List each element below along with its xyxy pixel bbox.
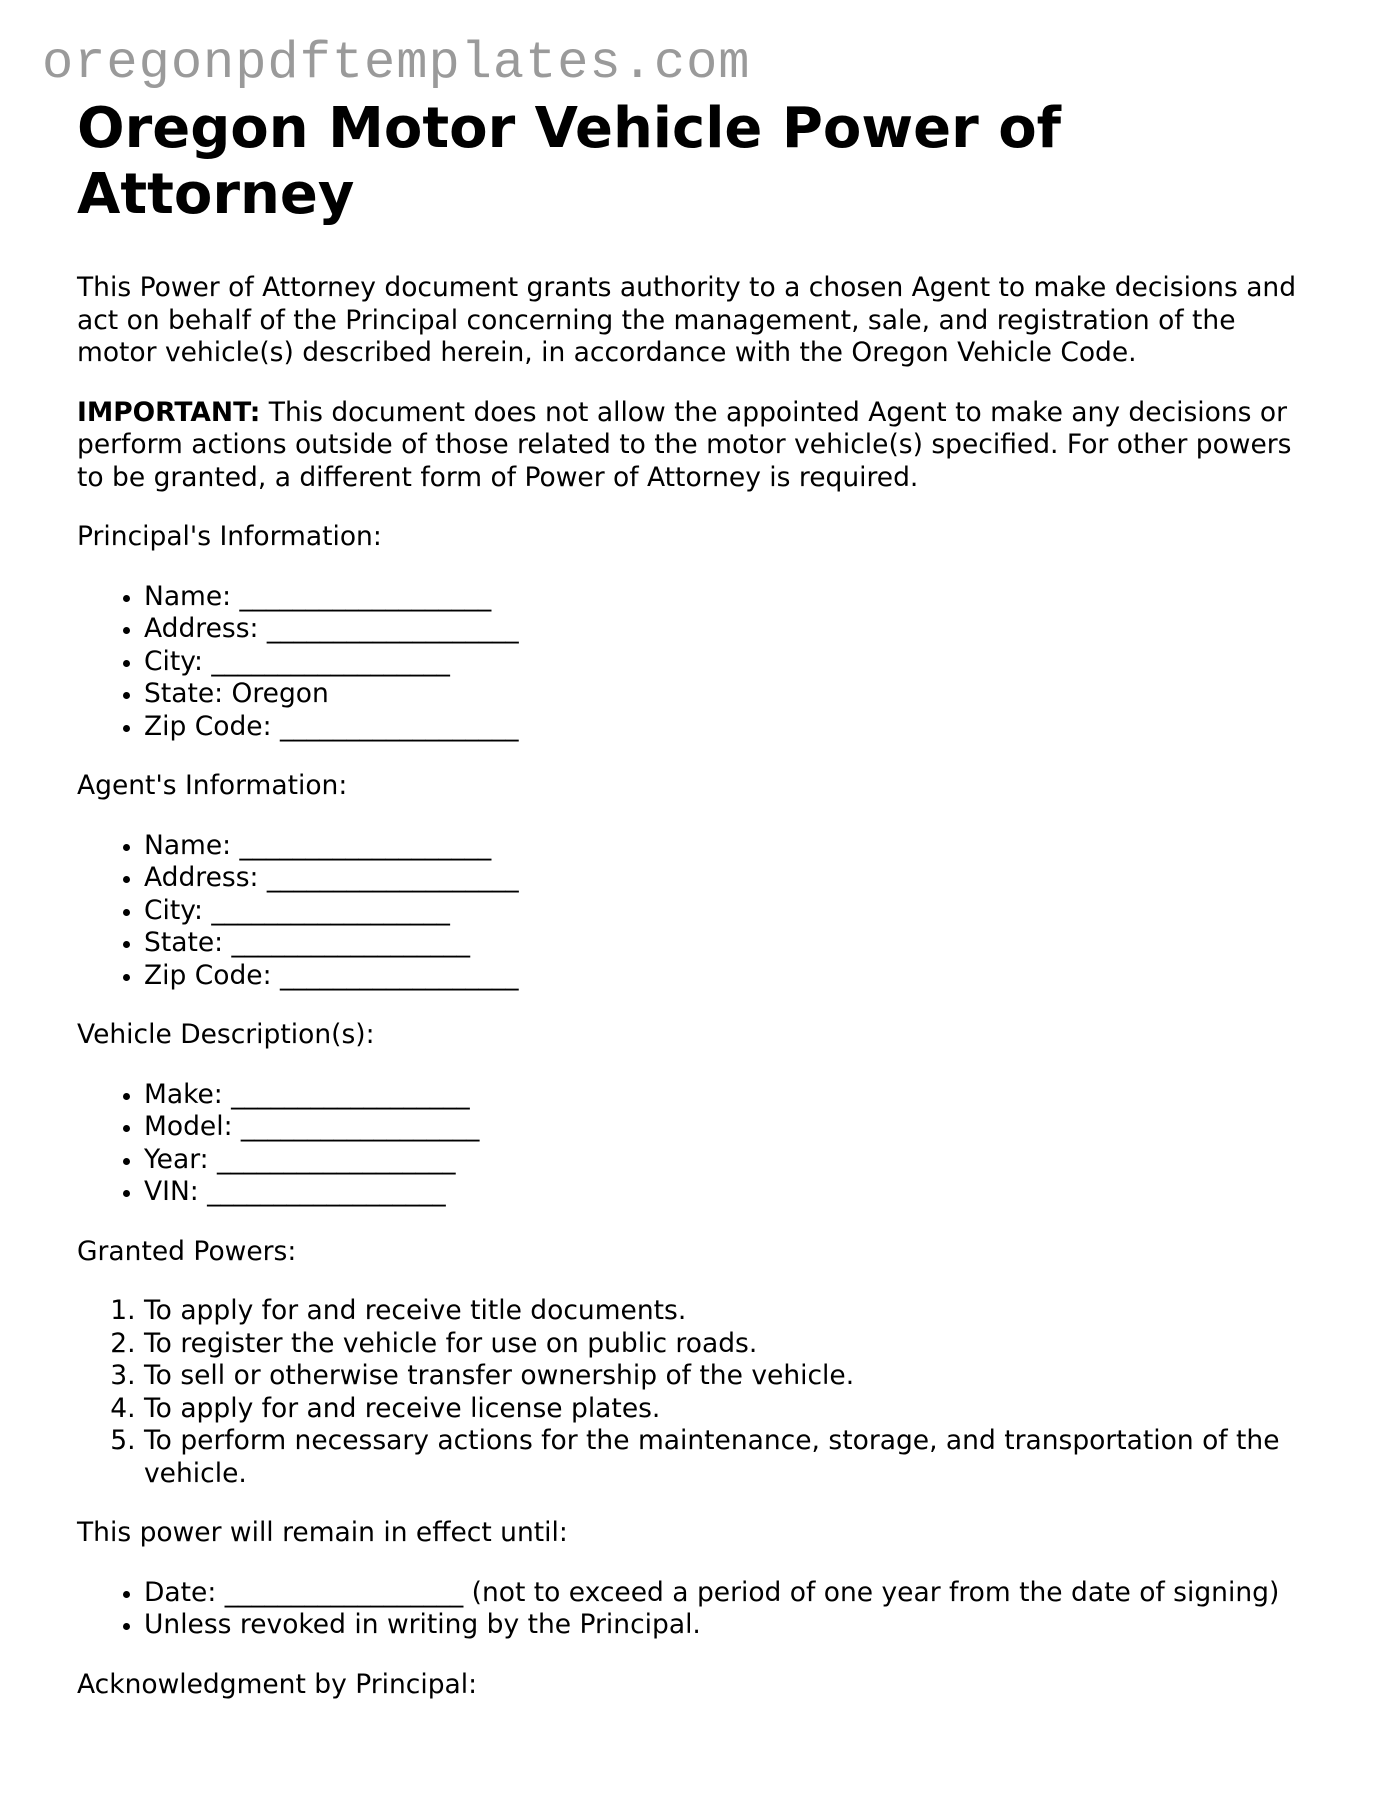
vehicle-model-field: • Model: __________________ (144, 1111, 1322, 1144)
agent-heading: Agent's Information: (77, 770, 348, 801)
vehicle-vin-field: • VIN: __________________ (144, 1176, 1322, 1209)
principal-address-field: • Address: ___________________ (144, 613, 1322, 646)
agent-address-field: • Address: ___________________ (144, 862, 1322, 895)
agent-city-field: • City: __________________ (144, 895, 1322, 928)
principal-heading: Principal's Information: (77, 521, 382, 552)
agent-zip-field: • Zip Code: __________________ (144, 960, 1322, 993)
power-item: 5. To perform necessary actions for the maintenance, storage, and transportation of the vehicle. (144, 1425, 1322, 1490)
duration-heading: This power will remain in effect until: (77, 1517, 568, 1548)
important-text: This document does not allow the appointed Agent to make any decisions or perform actions outside of those related to the motor vehicle(s) specified. For other powers to be granted, a different form of Power of Attorney is required. (77, 396, 1292, 493)
principal-city-field: • City: __________________ (144, 646, 1322, 679)
power-item: 1. To apply for and receive title documents. (144, 1295, 1322, 1328)
vehicle-year-field: • Year: __________________ (144, 1144, 1322, 1177)
duration-list (77, 1577, 1322, 1642)
principal-name-field: • Name: ___________________ (144, 581, 1322, 614)
document-title: Oregon Motor Vehicle Power of Attorney (77, 96, 1062, 227)
principal-fields (77, 581, 1322, 744)
acknowledgment-heading: Acknowledgment by Principal: (77, 1668, 478, 1700)
powers-heading: Granted Powers: (77, 1235, 297, 1267)
document-page (77, 96, 1322, 1701)
watermark: oregonpdftemplates.com (42, 34, 751, 93)
agent-fields (77, 830, 1322, 993)
agent-state-field: • State: __________________ (144, 927, 1322, 960)
intro-paragraph: This Power of Attorney document grants authority to a chosen Agent to make decisions and act on behalf of the Principal concerning the management, sale, and registration of the motor vehicle(s) described herein, in accordance with the Oregon Vehicle Code. (77, 272, 1297, 368)
vehicle-heading: Vehicle Description(s): (77, 1019, 375, 1050)
powers-list (77, 1295, 1322, 1490)
duration-date-item: • Date: __________________ (not to exceed a period of one year from the date of signing) (144, 1577, 1322, 1610)
important-notice (77, 397, 1322, 495)
power-item: 4. To apply for and receive license plates. (144, 1393, 1322, 1426)
principal-zip-field: • Zip Code: __________________ (144, 711, 1322, 744)
power-item: 3. To sell or otherwise transfer ownership of the vehicle. (144, 1360, 1322, 1393)
principal-state-field: • State: Oregon (144, 678, 1322, 711)
important-label: IMPORTANT: (77, 396, 261, 428)
agent-name-field: • Name: ___________________ (144, 830, 1322, 863)
vehicle-fields (77, 1079, 1322, 1209)
power-item: 2. To register the vehicle for use on public roads. (144, 1328, 1322, 1361)
duration-revoke-item: • Unless revoked in writing by the Principal. (144, 1609, 1322, 1642)
vehicle-make-field: • Make: __________________ (144, 1079, 1322, 1112)
